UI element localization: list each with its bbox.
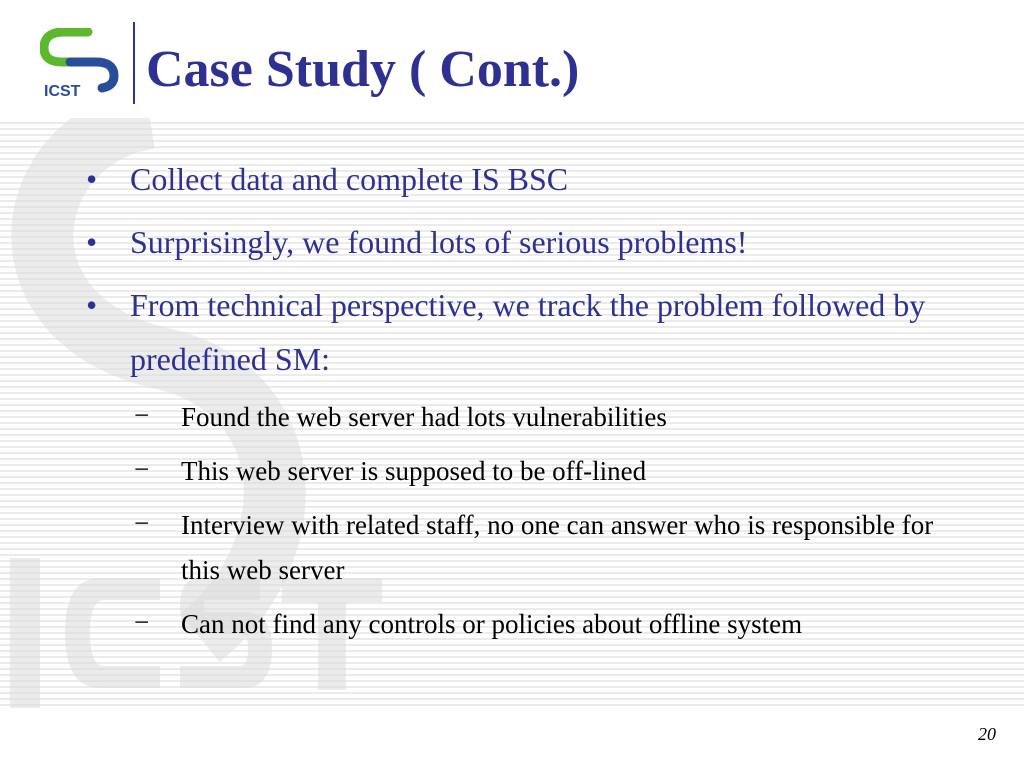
bullet-icon: • — [86, 161, 98, 197]
bullet-text: From technical perspective, we track the problem followed by predefined SM: — [130, 287, 926, 377]
page-number: 20 — [978, 724, 996, 744]
bullet-icon: • — [86, 287, 98, 323]
sub-bullet-item — [86, 602, 966, 647]
sub-bullet-text: Can not find any controls or policies about offline system — [181, 609, 803, 639]
bullet-item — [86, 278, 966, 386]
dash-icon: − — [134, 508, 150, 538]
icst-logo — [40, 28, 120, 100]
bullet-text: Surprisingly, we found lots of serious problems! — [130, 224, 748, 260]
sub-bullet-item — [86, 395, 966, 440]
sub-bullet-item — [86, 449, 966, 494]
slide-title: Case Study ( Cont.) — [146, 41, 580, 98]
sub-bullet-text: This web server is supposed to be off-lined — [181, 456, 647, 486]
sub-bullet-text: Found the web server had lots vulnerabilities — [181, 402, 667, 432]
dash-icon: − — [134, 454, 150, 484]
sub-bullet-item — [86, 503, 966, 593]
bullet-list — [86, 152, 966, 656]
bullet-item — [86, 152, 966, 206]
bullet-text: Collect data and complete IS BSC — [130, 161, 569, 197]
logo-text: ICST — [44, 83, 81, 100]
bullet-item — [86, 215, 966, 269]
dash-icon: − — [134, 400, 150, 430]
sub-bullet-text: Interview with related staff, no one can answer who is responsible for this web server — [181, 510, 934, 585]
dash-icon: − — [134, 607, 150, 637]
bullet-icon: • — [86, 224, 98, 260]
header-divider — [133, 22, 135, 104]
